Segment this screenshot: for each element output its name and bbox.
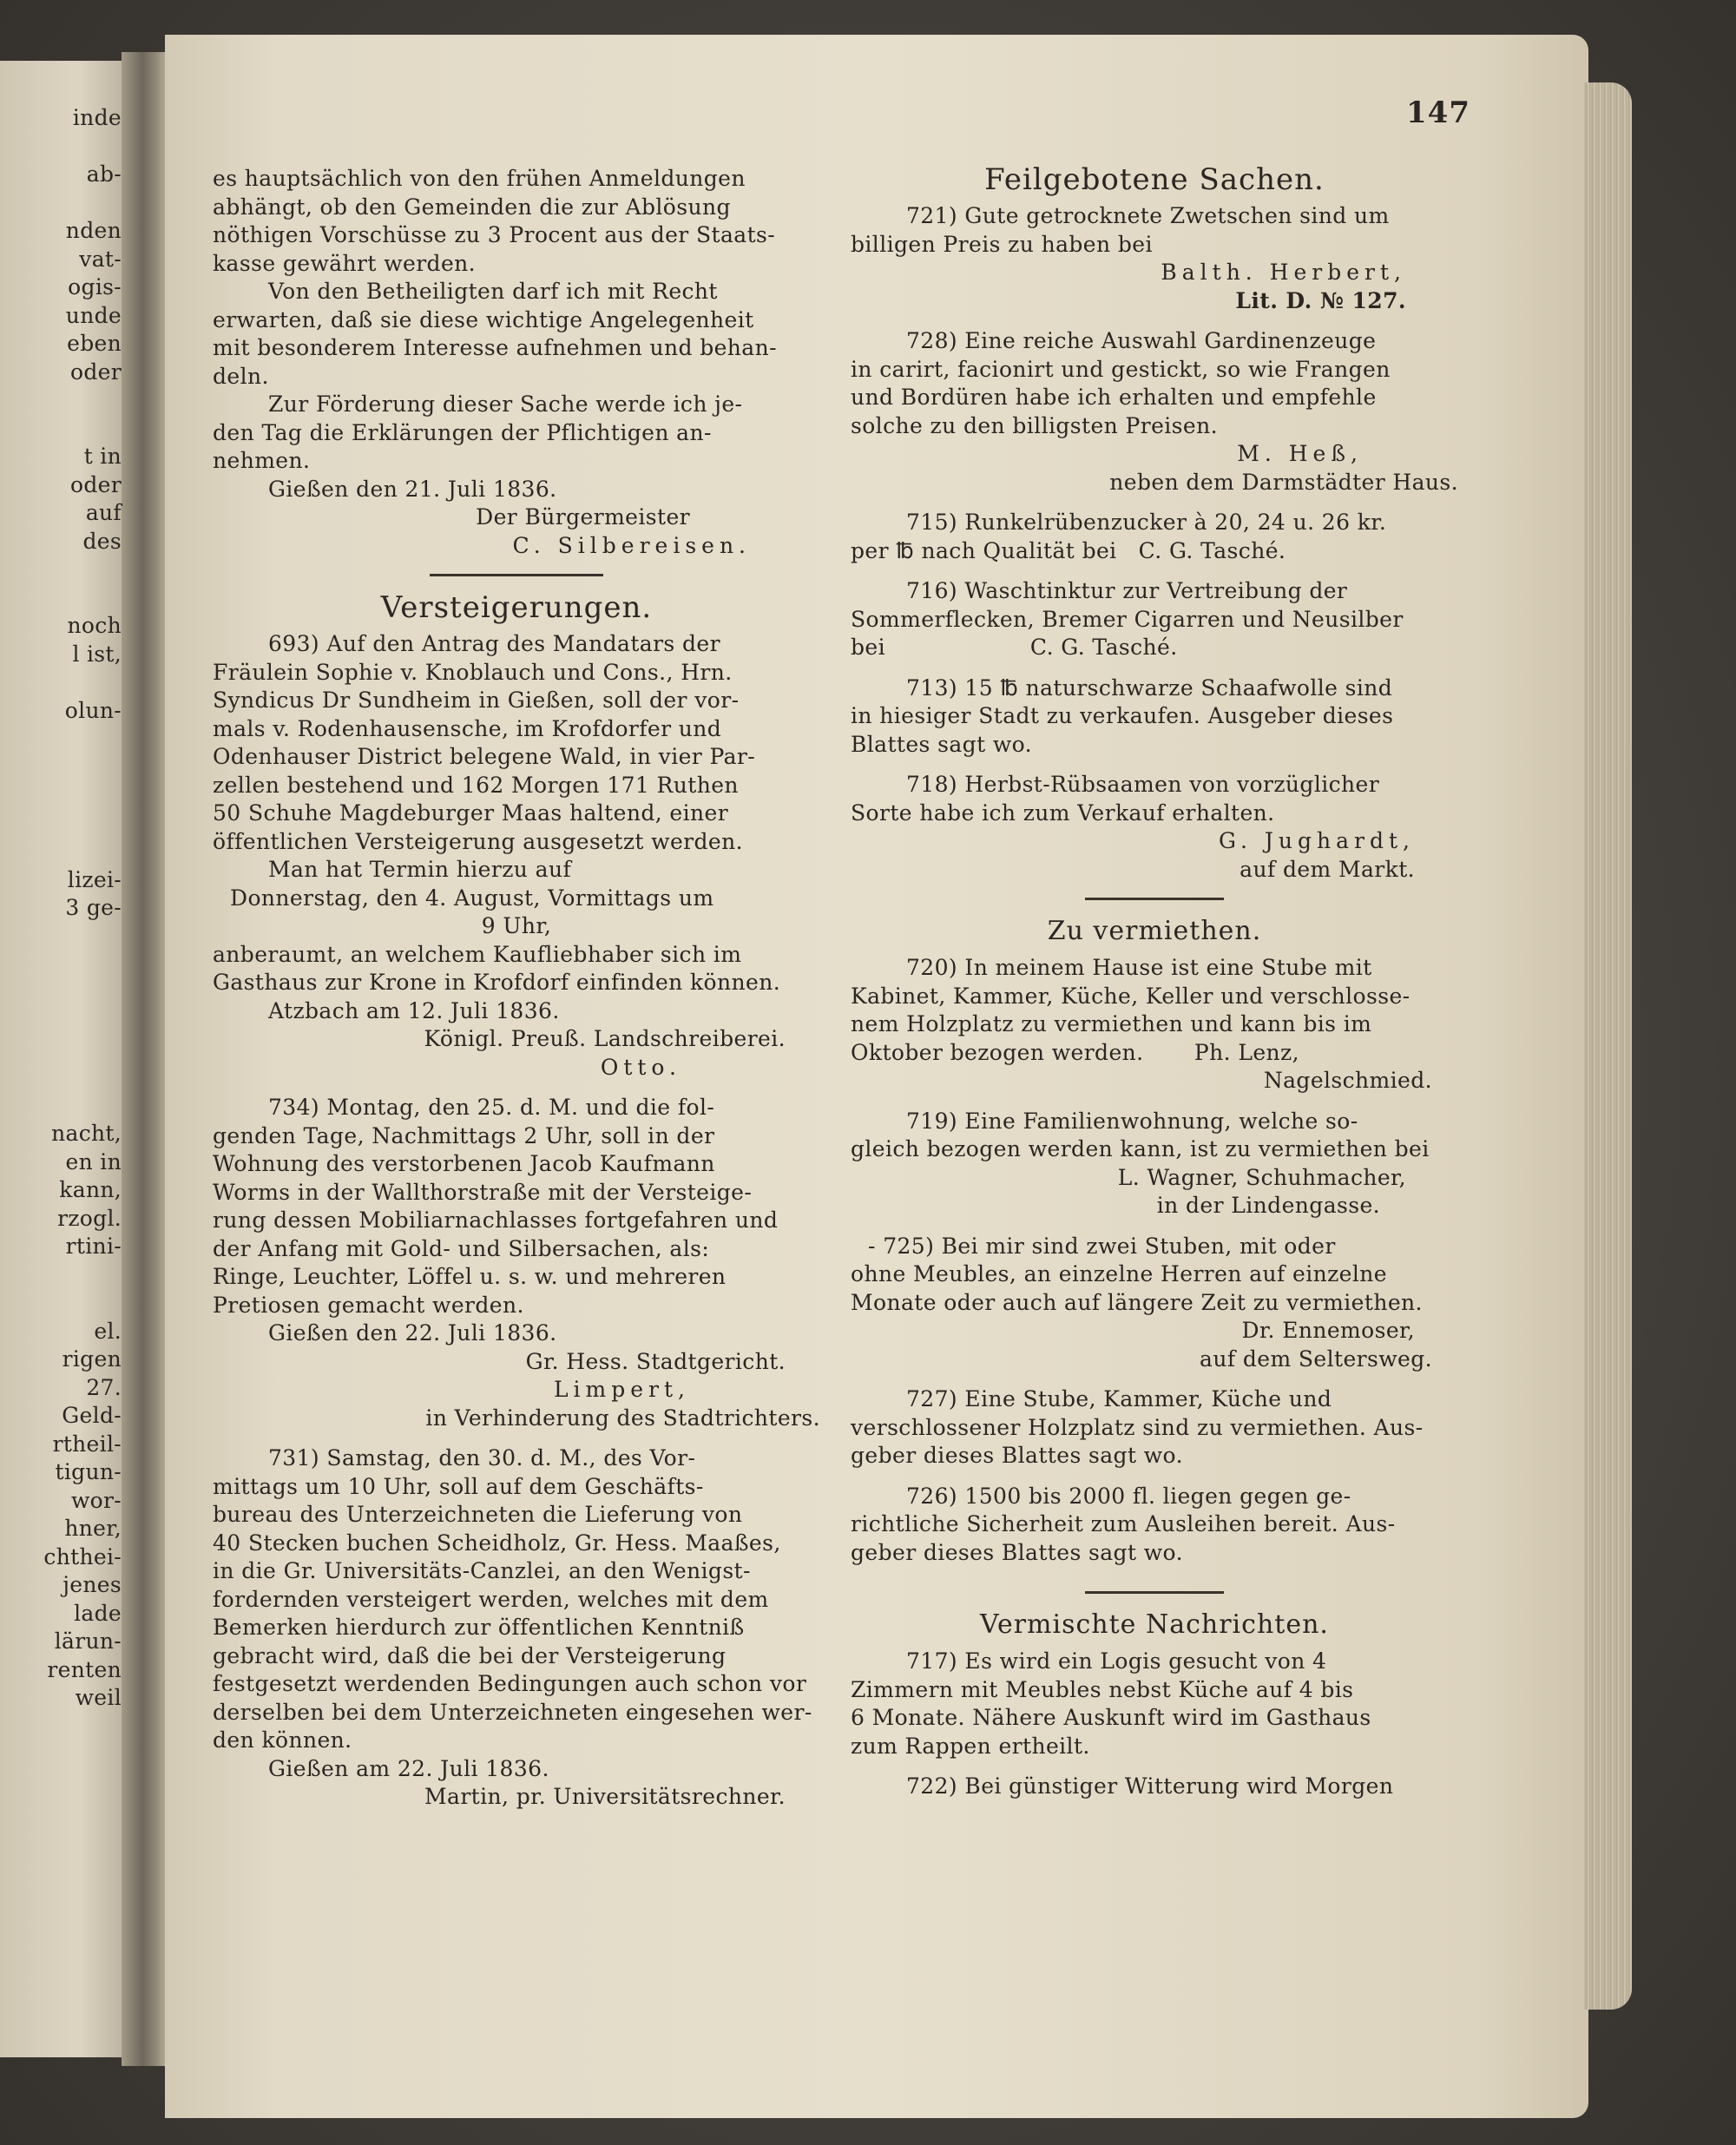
left-page-fragment: auf	[85, 500, 122, 525]
left-page-fragment: el.	[94, 1318, 122, 1344]
text-line: Von den Betheiligten darf ich mit Recht	[268, 279, 718, 304]
section-heading-versteigerungen: Versteigerungen.	[380, 590, 653, 625]
left-page-fragment	[0, 1092, 130, 1121]
left-page-fragment: inde	[72, 105, 122, 130]
text-line: 718) Herbst-Rübsaamen von vorzüglicher	[906, 772, 1380, 797]
text-line: ohne Meubles, an einzelne Herren auf einzelne	[851, 1261, 1387, 1286]
text-line: geber dieses Blattes sagt wo.	[851, 1539, 1183, 1565]
left-page-fragment: noch	[67, 613, 122, 638]
signature-name: G. Jughardt,	[1218, 828, 1415, 853]
text-line: Ringe, Leuchter, Löffel u. s. w. und mehreren	[213, 1264, 727, 1289]
text-line: 722) Bei günstiger Witterung wird Morgen	[906, 1773, 1394, 1799]
left-page-fragment: oder	[69, 359, 122, 385]
notice-718	[851, 771, 1458, 884]
text-line: rung dessen Mobiliarnachlasses fortgefahren und	[213, 1207, 779, 1233]
notice-728	[851, 327, 1458, 497]
notice-731	[213, 1444, 820, 1812]
office-line: Gr. Hess. Stadtgericht.	[525, 1348, 786, 1374]
text-line: 693) Auf den Antrag des Mandatars der	[268, 631, 720, 656]
text-line: 728) Eine reiche Auswahl Gardinenzeuge	[906, 328, 1377, 353]
text-line: gleich bezogen werden kann, ist zu vermiethen bei	[851, 1136, 1430, 1161]
text-line: Zur Förderung dieser Sache werde ich je-	[268, 391, 743, 417]
text-line: geber dieses Blattes sagt wo.	[851, 1443, 1183, 1468]
notice-713	[851, 674, 1458, 760]
left-page-fragment: rtheil-	[52, 1431, 122, 1457]
signature-name: L. Wagner, Schuhmacher,	[1117, 1164, 1406, 1190]
left-page-fragment: t in	[83, 444, 122, 469]
address-line: in der Lindengasse.	[1156, 1193, 1380, 1218]
left-page-fragment: kann,	[59, 1177, 122, 1202]
text-line: 6 Monate. Nähere Auskunft wird im Gasthaus	[851, 1705, 1371, 1730]
spacer	[851, 759, 1458, 771]
text-line: bei C. G. Tasché.	[851, 635, 1178, 660]
left-page-fragment	[0, 979, 130, 1008]
section-heading-feilgebotene-sachen: Feilgebotene Sachen.	[984, 162, 1325, 197]
text-line: anberaumt, an welchem Kaufliebhaber sich im	[213, 941, 742, 967]
text-line: genden Tage, Nachmittags 2 Uhr, soll in der	[213, 1122, 715, 1148]
text-line: 40 Stecken buchen Scheidholz, Gr. Hess. Maaßes,	[213, 1530, 781, 1556]
left-page-fragment	[0, 1289, 130, 1318]
text-line: öffentlichen Versteigerung ausgesetzt werden.	[213, 828, 743, 854]
left-page-fragment: unde	[65, 302, 122, 328]
date-line: Atzbach am 12. Juli 1836.	[268, 997, 560, 1023]
text-line: 719) Eine Familienwohnung, welche so-	[906, 1108, 1358, 1134]
left-page-fragment: wor-	[70, 1487, 122, 1513]
text-line: 734) Montag, den 25. d. M. und die fol-	[268, 1095, 715, 1120]
text-line: 720) In meinem Hause ist eine Stube mit	[906, 955, 1372, 980]
left-page-fragment: hner,	[64, 1516, 122, 1541]
text-line: in carirt, facionirt und gestickt, so wie Frangen	[851, 356, 1391, 382]
left-page-fragment: olun-	[64, 697, 122, 723]
spacer	[851, 315, 1458, 327]
left-page-fragment: rigen	[62, 1346, 122, 1372]
text-line: 726) 1500 bis 2000 fl. liegen gegen ge-	[906, 1483, 1351, 1509]
left-page-fragment: rzogl.	[57, 1205, 122, 1231]
address-line: neben dem Darmstädter Haus.	[1109, 469, 1458, 495]
text-line: Oktober bezogen werden. Ph. Lenz,	[851, 1039, 1299, 1065]
left-page-fragment	[0, 668, 130, 697]
paragraph	[213, 391, 820, 476]
left-page-fragment: lade	[74, 1600, 122, 1626]
page-number: 147	[1406, 95, 1470, 130]
text-line: 9 Uhr,	[481, 913, 552, 938]
signature-role: Nagelschmied.	[1263, 1068, 1432, 1093]
text-line: Worms in der Wallthorstraße mit der Versteige-	[213, 1179, 753, 1205]
left-page-fragment: renten	[47, 1656, 122, 1682]
text-line: Sommerflecken, Bremer Cigarren und Neusilber	[851, 606, 1404, 632]
text-line: abhängt, ob den Gemeinden die zur Ablösung	[213, 194, 731, 220]
left-page-fragment: eben	[67, 331, 122, 356]
notice-715	[851, 509, 1458, 565]
left-page-fragment	[0, 556, 130, 584]
signature-name: Martin, pr. Universitätsrechner.	[424, 1784, 786, 1809]
text-line: 713) 15 ℔ naturschwarze Schaafwolle sind	[906, 674, 1393, 701]
notice-725	[851, 1233, 1458, 1374]
text-line: Zimmern mit Meubles nebst Küche auf 4 bis	[851, 1676, 1354, 1702]
notice-721	[851, 202, 1458, 315]
left-page-fragment	[0, 810, 130, 839]
left-page-fragment: des	[82, 528, 122, 554]
text-line: richtliche Sicherheit zum Ausleihen bereit. Aus-	[851, 1511, 1396, 1536]
notice-693	[213, 630, 820, 1082]
left-page-fragment	[0, 1261, 130, 1290]
signature-name: Dr. Ennemoser,	[1241, 1318, 1415, 1343]
date-line: Gießen den 21. Juli 1836.	[268, 476, 557, 502]
left-page-fragment	[0, 951, 130, 979]
left-page-fragment	[0, 415, 130, 444]
text-line: zum Rappen ertheilt.	[851, 1733, 1090, 1759]
text-line: deln.	[213, 363, 269, 389]
spacer	[213, 1432, 820, 1444]
spacer	[851, 662, 1458, 674]
left-page-fragment: weil	[75, 1685, 122, 1710]
text-line: nehmen.	[213, 448, 311, 473]
signature-name: C. Silbereisen.	[512, 532, 751, 558]
section-divider	[430, 574, 603, 576]
spacer	[213, 1082, 820, 1094]
left-page-fragment: jenes	[62, 1572, 122, 1597]
text-line: 721) Gute getrocknete Zwetschen sind um	[906, 203, 1390, 228]
spacer	[851, 1096, 1458, 1108]
left-page-fragment	[0, 838, 130, 866]
text-line: erwarten, daß sie diese wichtige Angelegenheit	[213, 306, 754, 332]
left-page-fragment	[0, 725, 130, 753]
section-heading-vermischte-nachrichten: Vermischte Nachrichten.	[980, 1609, 1329, 1640]
left-page-fragment: lizei-	[67, 866, 122, 892]
notice-734	[213, 1094, 820, 1432]
text-line: in die Gr. Universitäts-Canzlei, an den Wenigst-	[213, 1558, 751, 1583]
left-page-fragment	[0, 781, 130, 810]
text-line: Fräulein Sophie v. Knoblauch und Cons., Hrn.	[213, 659, 733, 685]
left-page-fragment: tigun-	[55, 1459, 122, 1484]
text-line: bureau des Unterzeichneten die Lieferung von	[213, 1502, 743, 1527]
text-line: 50 Schuhe Magdeburger Maas haltend, einer	[213, 800, 729, 826]
text-line: zellen bestehend und 162 Morgen 171 Ruthen	[213, 772, 739, 798]
text-line: Syndicus Dr Sundheim in Gießen, soll der vor-	[213, 688, 740, 713]
page-edges	[1584, 82, 1632, 2010]
text-line: 715) Runkelrübenzucker à 20, 24 u. 26 kr.	[906, 510, 1387, 535]
text-line: mals v. Rodenhausensche, im Krofdorfer und	[213, 715, 722, 741]
notice-722	[851, 1773, 1458, 1801]
notice-726	[851, 1483, 1458, 1568]
text-line: Sorte habe ich zum Verkauf erhalten.	[851, 799, 1275, 826]
address-line: auf dem Seltersweg.	[1200, 1346, 1432, 1372]
text-line: billigen Preis zu haben bei	[851, 231, 1153, 257]
text-line: Gasthaus zur Krone in Krofdorf einfinden können.	[213, 970, 781, 995]
text-line: es hauptsächlich von den frühen Anmeldungen	[213, 166, 746, 191]
left-page-fragment: nden	[65, 218, 122, 243]
text-line: Kabinet, Kammer, Küche, Keller und verschlosse-	[851, 983, 1410, 1009]
left-page-fragment	[0, 1007, 130, 1036]
address-line: Lit. D. № 127.	[1235, 287, 1406, 313]
signature-name: Otto.	[600, 1054, 681, 1080]
left-page-fragment: chthei-	[43, 1543, 122, 1569]
section-heading-zu-vermiethen: Zu vermiethen.	[1047, 916, 1262, 946]
left-page-fragment	[0, 1036, 130, 1064]
left-page-fragment: nacht,	[51, 1121, 122, 1146]
signature-name: M. Heß,	[1237, 441, 1363, 466]
paragraph	[213, 278, 820, 391]
text-line: Monate oder auch auf längere Zeit zu vermiethen.	[851, 1289, 1423, 1315]
text-line: den Tag die Erklärungen der Pflichtigen an-	[213, 419, 712, 445]
right-column	[851, 161, 1458, 1801]
text-line: der Anfang mit Gold- und Silbersachen, als:	[213, 1235, 710, 1261]
text-line: Odenhauser District belegene Wald, in vier Par-	[213, 744, 756, 769]
left-page-fragment: vat-	[79, 246, 122, 272]
spacer	[851, 1373, 1458, 1385]
left-page-fragment	[0, 584, 130, 613]
text-line: Man hat Termin hierzu auf	[268, 857, 572, 882]
text-line: 716) Waschtinktur zur Vertreibung der	[906, 578, 1348, 603]
text-line: fordernden versteigert werden, welches mit dem	[213, 1586, 769, 1612]
section-divider	[1085, 898, 1224, 900]
left-page-fragment	[0, 133, 130, 161]
date-line: Gießen den 22. Juli 1836.	[268, 1320, 557, 1346]
section-divider	[1085, 1591, 1224, 1594]
signature-title: Der Bürgermeister	[476, 504, 690, 530]
signature-name: Balth. Herbert,	[1161, 260, 1406, 285]
text-line: Bemerken hierdurch zur öffentlichen Kenntniß	[213, 1615, 745, 1640]
signature-name: Limpert,	[553, 1377, 690, 1402]
left-page-text-fragments	[0, 104, 130, 1713]
text-line: den können.	[213, 1727, 352, 1753]
left-column	[213, 165, 820, 1812]
left-page-fragment: Geld-	[62, 1403, 122, 1428]
left-page-fragment: lärun-	[54, 1628, 122, 1654]
spacer	[851, 565, 1458, 577]
notice-717	[851, 1648, 1458, 1760]
spacer	[851, 1221, 1458, 1233]
text-line: kasse gewährt werden.	[213, 250, 476, 276]
left-page-fragment: 27.	[86, 1374, 122, 1400]
text-line: Blattes sagt wo.	[851, 731, 1033, 757]
text-line: und Bordüren habe ich erhalten und empfehle	[851, 385, 1377, 410]
left-page-fragment	[0, 923, 130, 951]
spacer	[851, 1760, 1458, 1773]
notice-720	[851, 954, 1458, 1096]
text-line: 731) Samstag, den 30. d. M., des Vor-	[268, 1445, 696, 1471]
text-line: Pretiosen gemacht werden.	[213, 1292, 524, 1318]
left-page-fragment: 3 ge-	[65, 895, 122, 920]
text-line: per ℔ nach Qualität bei C. G. Tasché.	[851, 537, 1286, 563]
left-page-fragment: rtini-	[65, 1234, 122, 1259]
notice-719	[851, 1108, 1458, 1221]
text-line: 717) Es wird ein Logis gesucht von 4	[906, 1648, 1327, 1674]
spacer	[851, 497, 1458, 509]
date-line: Gießen am 22. Juli 1836.	[268, 1755, 549, 1781]
spacer	[851, 1471, 1458, 1483]
text-line: festgesetzt werdenden Bedingungen auch schon vor	[213, 1671, 807, 1696]
left-page-fragment	[0, 386, 130, 415]
text-line: Donnerstag, den 4. August, Vormittags um	[230, 885, 714, 911]
intro-continuation	[213, 165, 820, 278]
address-line: auf dem Markt.	[1240, 856, 1415, 882]
left-page-fragment: en in	[65, 1148, 122, 1174]
text-line: mittags um 10 Uhr, soll auf dem Geschäfts-	[213, 1473, 704, 1499]
text-line: - 725) Bei mir sind zwei Stuben, mit oder	[868, 1233, 1336, 1259]
text-line: verschlossener Holzplatz sind zu vermiethen. Aus-	[851, 1414, 1424, 1440]
left-page-fragment: oder	[69, 471, 122, 497]
text-line: gebracht wird, daß die bei der Versteigerung	[213, 1642, 727, 1668]
text-line: mit besonderem Interesse aufnehmen und behan-	[213, 335, 777, 360]
text-line: solche zu den billigsten Preisen.	[851, 412, 1218, 438]
notice-727	[851, 1385, 1458, 1471]
text-line: derselben bei dem Unterzeichneten eingesehen wer-	[213, 1699, 812, 1725]
text-line: nöthigen Vorschüsse zu 3 Procent aus der Staats-	[213, 222, 776, 247]
office-line: Königl. Preuß. Landschreiberei.	[424, 1026, 786, 1051]
text-line: in hiesiger Stadt zu verkaufen. Ausgeber dieses	[851, 703, 1394, 728]
left-page-fragment: l ist,	[72, 641, 122, 667]
left-page-fragment	[0, 753, 130, 782]
left-page-fragment: ab-	[86, 161, 122, 187]
signature-role: in Verhinderung des Stadtrichters.	[425, 1405, 820, 1431]
text-line: 727) Eine Stube, Kammer, Küche und	[906, 1386, 1332, 1411]
left-page-fragment	[0, 1063, 130, 1092]
left-page-fragment: ogis-	[68, 274, 122, 299]
text-line: nem Holzplatz zu vermiethen und kann bis im	[851, 1011, 1372, 1036]
notice-716	[851, 577, 1458, 662]
text-line: Wohnung des verstorbenen Jacob Kaufmann	[213, 1151, 715, 1176]
left-page-fragment	[0, 189, 130, 218]
